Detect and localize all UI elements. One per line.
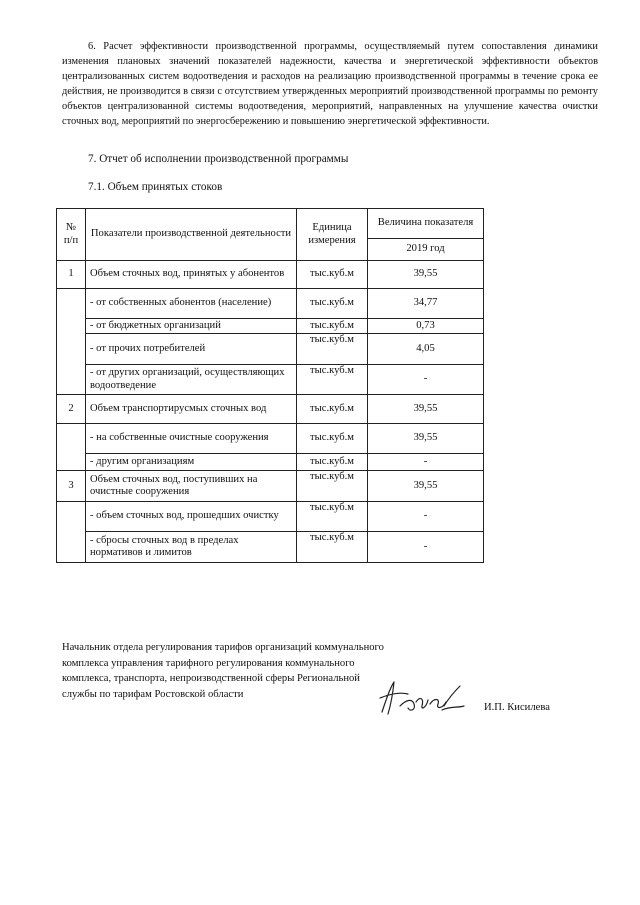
paragraph-6: 6. Расчет эффективности производственной программы, осуществляемый путем сопоставления динамики изменения плановых значений показателей надежности, качества и энергетической эффективности объектов централизованных систем водоотведения и расходов на реализацию производственной программы в течение срока ее действия, не производится в связи с отсутствием утвержденных мероприятий производственной программы по ремонту объектов централизованной системы водоотведения, мероприятий, направленных на улучшение качества очистки сточных вод, мероприятий по энергосбережению и повышению энергетической эффективности. [62, 41, 598, 128]
row-unit: тыс.куб.м [297, 502, 368, 532]
row-value: - [368, 532, 484, 563]
header-num: № п/п [57, 209, 86, 261]
row-value: 34,77 [368, 289, 484, 319]
signatory-name: И.П. Кисилева [484, 702, 550, 713]
row-indicator: - на собственные очистные сооружения [86, 424, 297, 454]
signatory-position: Начальник отдела регулирования тарифов организаций коммунального комплекса управления тарифного регулирования коммунального комплекса, транспорта, непроизводственной сферы Региональной службы по тарифам Ростовской области [62, 642, 384, 700]
table-row [57, 395, 484, 424]
row-indicator: - от прочих потребителей [86, 334, 297, 365]
row-unit: тыс.куб.м [297, 532, 368, 563]
row-unit: тыс.куб.м [297, 454, 368, 471]
row-indicator: - объем сточных вод, прошедших очистку [86, 502, 297, 532]
collected-wastewater-table [56, 208, 484, 563]
row-value: - [368, 502, 484, 532]
row-unit: тыс.куб.м [297, 261, 368, 289]
row-indicator: - от собственных абонентов (население) [86, 289, 297, 319]
row-unit: тыс.куб.м [297, 365, 368, 395]
row-number-empty [57, 289, 86, 395]
section-7-title: 7. Отчет об исполнении производственной программы [88, 153, 349, 165]
table-row [57, 471, 484, 502]
row-indicator: Объем сточных вод, поступивших на очистные сооружения [86, 471, 297, 502]
table-row [57, 502, 484, 532]
handwritten-signature [376, 676, 468, 720]
row-number-empty [57, 424, 86, 471]
row-number: 1 [57, 261, 86, 289]
header-unit: Единица измерения [297, 209, 368, 261]
row-unit: тыс.куб.м [297, 471, 368, 502]
row-indicator: - от других организаций, осуществляющих водоотведение [86, 365, 297, 395]
row-value: 39,55 [368, 395, 484, 424]
row-value: 4,05 [368, 334, 484, 365]
row-value: 39,55 [368, 424, 484, 454]
header-year: 2019 год [368, 239, 484, 261]
header-value: Величина показателя [368, 209, 484, 239]
row-indicator: Объем сточных вод, принятых у абонентов [86, 261, 297, 289]
table-row [57, 319, 484, 334]
table-row [57, 289, 484, 319]
row-value: 0,73 [368, 319, 484, 334]
row-indicator: - сбросы сточных вод в пределах нормативов и лимитов [86, 532, 297, 563]
table-row [57, 261, 484, 289]
table-row [57, 424, 484, 454]
row-value: 39,55 [368, 261, 484, 289]
row-number: 2 [57, 395, 86, 424]
table-header-row [57, 209, 484, 239]
row-unit: тыс.куб.м [297, 289, 368, 319]
row-indicator: Объем транспортирусмых сточных вод [86, 395, 297, 424]
section-7-1-title: 7.1. Объем принятых стоков [88, 181, 223, 193]
row-indicator: - другим организациям [86, 454, 297, 471]
row-indicator: - от бюджетных организаций [86, 319, 297, 334]
row-unit: тыс.куб.м [297, 319, 368, 334]
table-row [57, 532, 484, 563]
table-row [57, 454, 484, 471]
table-row [57, 365, 484, 395]
table-row [57, 334, 484, 365]
row-value: 39,55 [368, 471, 484, 502]
row-value: - [368, 365, 484, 395]
row-unit: тыс.куб.м [297, 424, 368, 454]
row-number-empty [57, 502, 86, 563]
header-indicator: Показатели производственной деятельности [86, 209, 297, 261]
row-number: 3 [57, 471, 86, 502]
row-unit: тыс.куб.м [297, 395, 368, 424]
row-unit: тыс.куб.м [297, 334, 368, 365]
row-value: - [368, 454, 484, 471]
